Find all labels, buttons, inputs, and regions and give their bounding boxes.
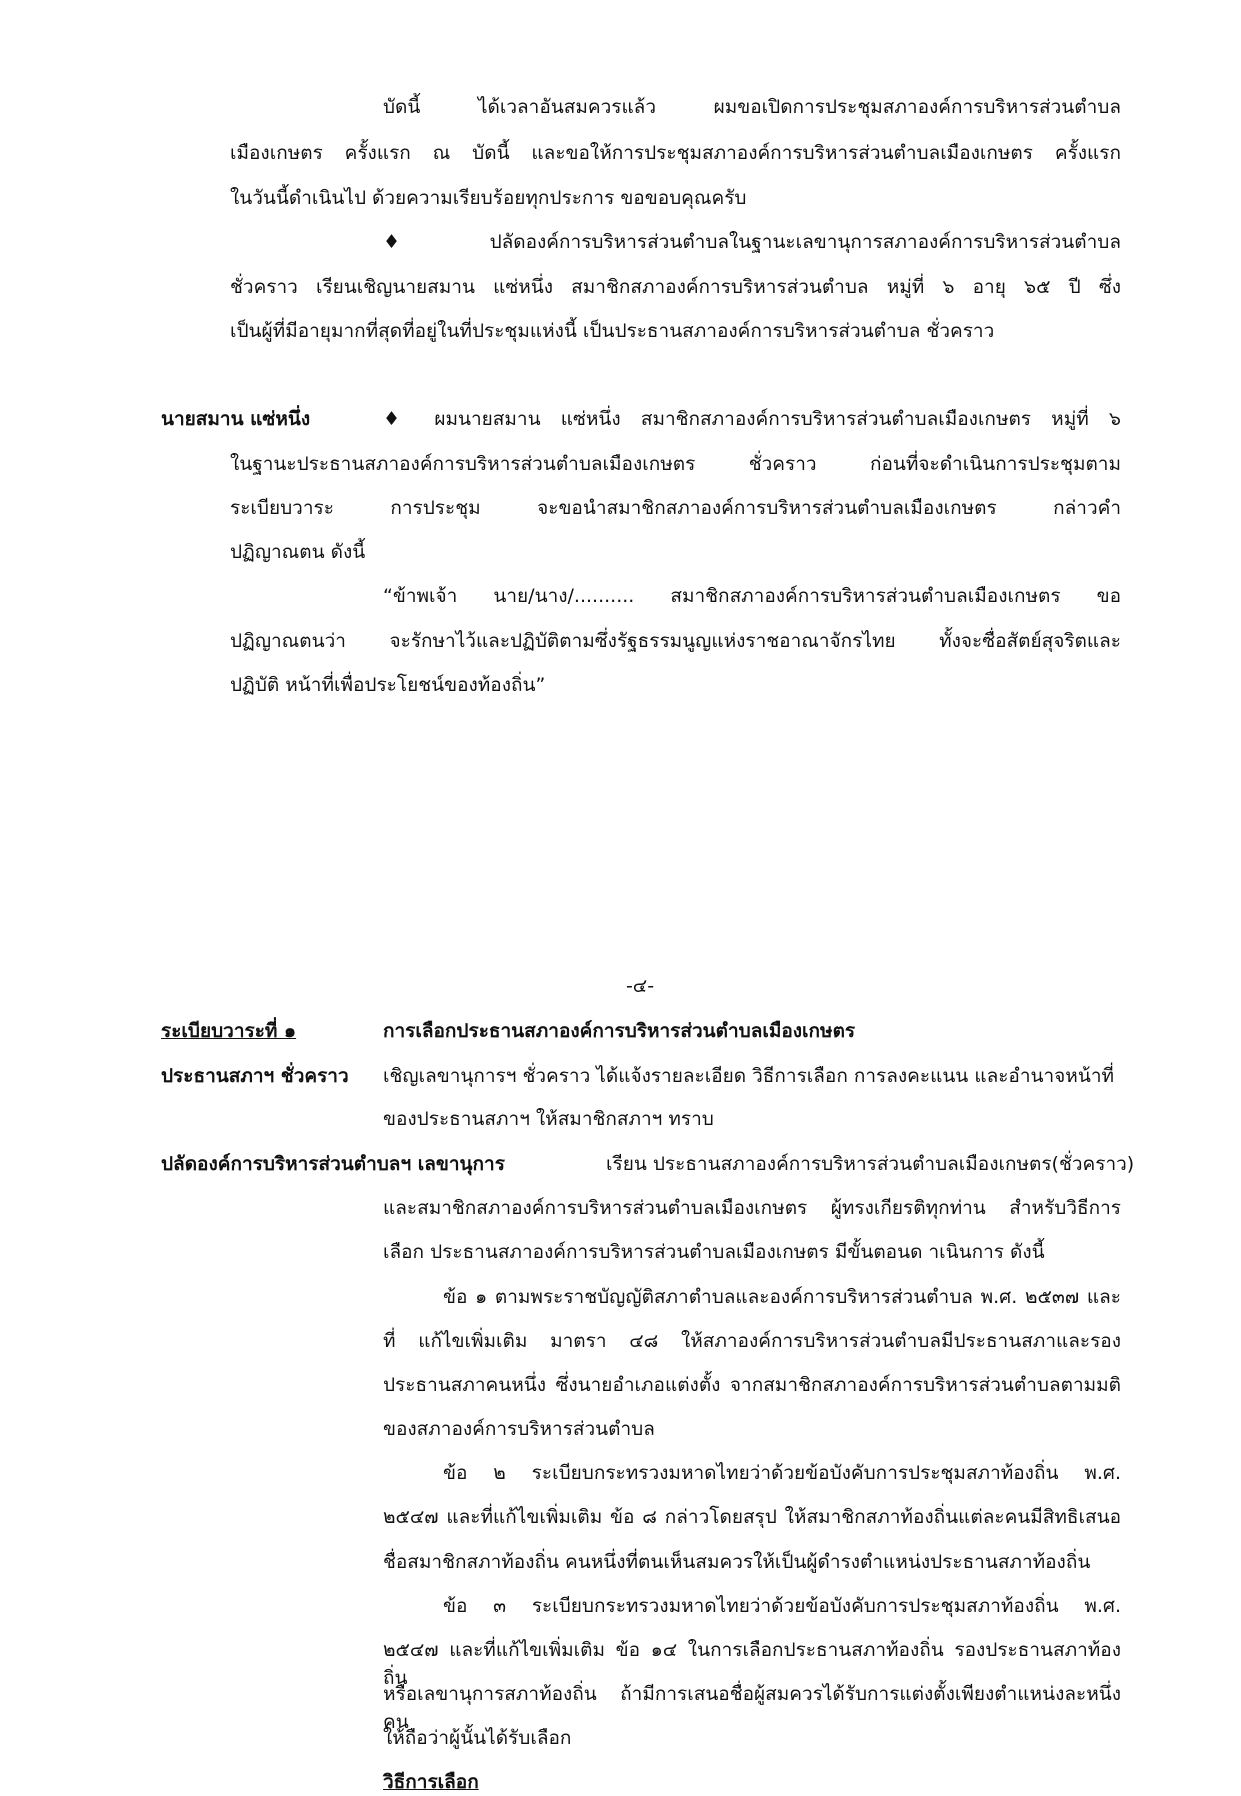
saman-line: ระเบียบวาระ การประชุม จะขอนำสมาชิกสภาองค์การบริหารส่วนตำบลเมืองเกษตร กล่าวคำ (230, 497, 1121, 519)
saman-line: ปฏิญาณตน ดังนี้ (230, 541, 366, 563)
clerk-invite-line: ♦ปลัดองค์การบริหารส่วนตำบลในฐานะเลขานุการสภาองค์การบริหารส่วนตำบล (383, 231, 1121, 253)
oath-line: ปฏิบัติ หน้าที่เพื่อประโยชน์ของท้องถิ่น” (230, 674, 546, 696)
opening-line: ในวันนี้ดำเนินไป ด้วยความเรียบร้อยทุกประการ ขอขอบคุณครับ (230, 187, 747, 209)
clerk-line: และสมาชิกสภาองค์การบริหารส่วนตำบลเมืองเกษตร ผู้ทรงเกียรติทุกท่าน สำหรับวิธีการ (383, 1197, 1121, 1219)
chair-line: เชิญเลขานุการฯ ชั่วคราว ได้แจ้งรายละเอียด วิธีการเลือก การลงคะแนน และอำนาจหน้าที่ (383, 1065, 1115, 1087)
speaker-chair: ประธานสภาฯ ชั่วคราว (161, 1065, 349, 1087)
opening-line: บัดนี้ ได้เวลาอันสมควรแล้ว ผมขอเปิดการประชุมสภาองค์การบริหารส่วนตำบล (383, 96, 1121, 118)
oath-line: “ข้าพเจ้า นาย/นาง/.......... สมาชิกสภาองค์การบริหารส่วนตำบลเมืองเกษตร ขอ (383, 585, 1121, 607)
saman-line: ในฐานะประธานสภาองค์การบริหารส่วนตำบลเมืองเกษตร ชั่วคราว ก่อนที่จะดำเนินการประชุมตาม (230, 453, 1121, 475)
agenda-title: การเลือกประธานสภาองค์การบริหารส่วนตำบลเมืองเกษตร (383, 1020, 856, 1042)
clause-line: หรือเลขานุการสภาท้องถิ่น ถ้ามีการเสนอชื่อผู้สมควรได้รับการแต่งตั้งเพียงตำแหน่งละหนึ่งคน (383, 1683, 1121, 1733)
clerk-invite-line: เป็นผู้ที่มีอายุมากที่สุดที่อยู่ในที่ประชุมแห่งนี้ เป็นประธานสภาองค์การบริหารส่วนตำบล ชั่วคราว (230, 320, 995, 342)
clause-line: ข้อ ๓ ระเบียบกระทรวงมหาดไทยว่าด้วยข้อบังคับการประชุมสภาท้องถิ่น พ.ศ. (443, 1595, 1121, 1617)
clause-line: ชื่อสมาชิกสภาท้องถิ่น คนหนึ่งที่ตนเห็นสมควรให้เป็นผู้ดำรงตำแหน่งประธานสภาท้องถิ่น (383, 1551, 1091, 1573)
clause-line: ให้ถือว่าผู้นั้นได้รับเลือก (383, 1727, 572, 1749)
clause-line: ที่ แก้ไขเพิ่มเติม มาตรา ๔๘ ให้สภาองค์การบริหารส่วนตำบลมีประธานสภาและรอง (383, 1330, 1121, 1352)
clause-line: ๒๕๔๗ และที่แก้ไขเพิ่มเติม ข้อ ๘ กล่าวโดยสรุป ให้สมาชิกสภาท้องถิ่นแต่ละคนมีสิทธิเสนอ (383, 1506, 1121, 1528)
clause-line: ข้อ ๑ ตามพระราชบัญญัติสภาตำบลและองค์การบริหารส่วนตำบล พ.ศ. ๒๕๓๗ และ (443, 1286, 1121, 1308)
oath-line: ปฏิญาณตนว่า จะรักษาไว้และปฏิบัติตามซึ่งรัฐธรรมนูญแห่งราชอาณาจักรไทย ทั้งจะซื่อสัตย์สุจริตและ (230, 630, 1121, 652)
clause-line: ๒๕๔๗ และที่แก้ไขเพิ่มเติม ข้อ ๑๔ ในการเลือกประธานสภาท้องถิ่น รองประธานสภาท้องถิ่น (383, 1639, 1121, 1689)
clause-line: ประธานสภาคนหนึ่ง ซึ่งนายอำเภอแต่งตั้ง จากสมาชิกสภาองค์การบริหารส่วนตำบลตามมติ (383, 1374, 1121, 1396)
agenda-label: ระเบียบวาระที่ ๑ (161, 1020, 297, 1042)
clause-line: ของสภาองค์การบริหารส่วนตำบล (383, 1418, 655, 1440)
clerk-line: เลือก ประธานสภาองค์การบริหารส่วนตำบลเมืองเกษตร มีขั้นตอนด าเนินการ ดังนี้ (383, 1241, 1045, 1263)
opening-line: เมืองเกษตร ครั้งแรก ณ บัดนี้ และขอให้การประชุมสภาองค์การบริหารส่วนตำบลเมืองเกษตร ครั้งแรก (230, 142, 1121, 164)
speaker-saman: นายสมาน แซ่หนึ่ง (161, 408, 311, 430)
clerk-invite-line: ชั่วคราว เรียนเชิญนายสมาน แซ่หนึ่ง สมาชิกสภาองค์การบริหารส่วนตำบล หมู่ที่ ๖ อายุ ๖๕ ปี ซึ่ง (230, 276, 1121, 298)
clause-line: ข้อ ๒ ระเบียบกระทรวงมหาดไทยว่าด้วยข้อบังคับการประชุมสภาท้องถิ่น พ.ศ. (443, 1462, 1121, 1484)
chair-line: ของประธานสภาฯ ให้สมาชิกสภาฯ ทราบ (383, 1108, 714, 1130)
speaker-clerk: ปลัดองค์การบริหารส่วนตำบลฯ เลขานุการ (161, 1153, 505, 1175)
page-number: -๔- (625, 975, 655, 997)
clerk-line: เรียน ประธานสภาองค์การบริหารส่วนตำบลเมืองเกษตร(ชั่วคราว) (606, 1153, 1135, 1175)
method-heading: วิธีการเลือก (383, 1771, 479, 1793)
saman-line: ♦ ผมนายสมาน แซ่หนึ่ง สมาชิกสภาองค์การบริหารส่วนตำบลเมืองเกษตร หมู่ที่ ๖ (383, 408, 1121, 430)
